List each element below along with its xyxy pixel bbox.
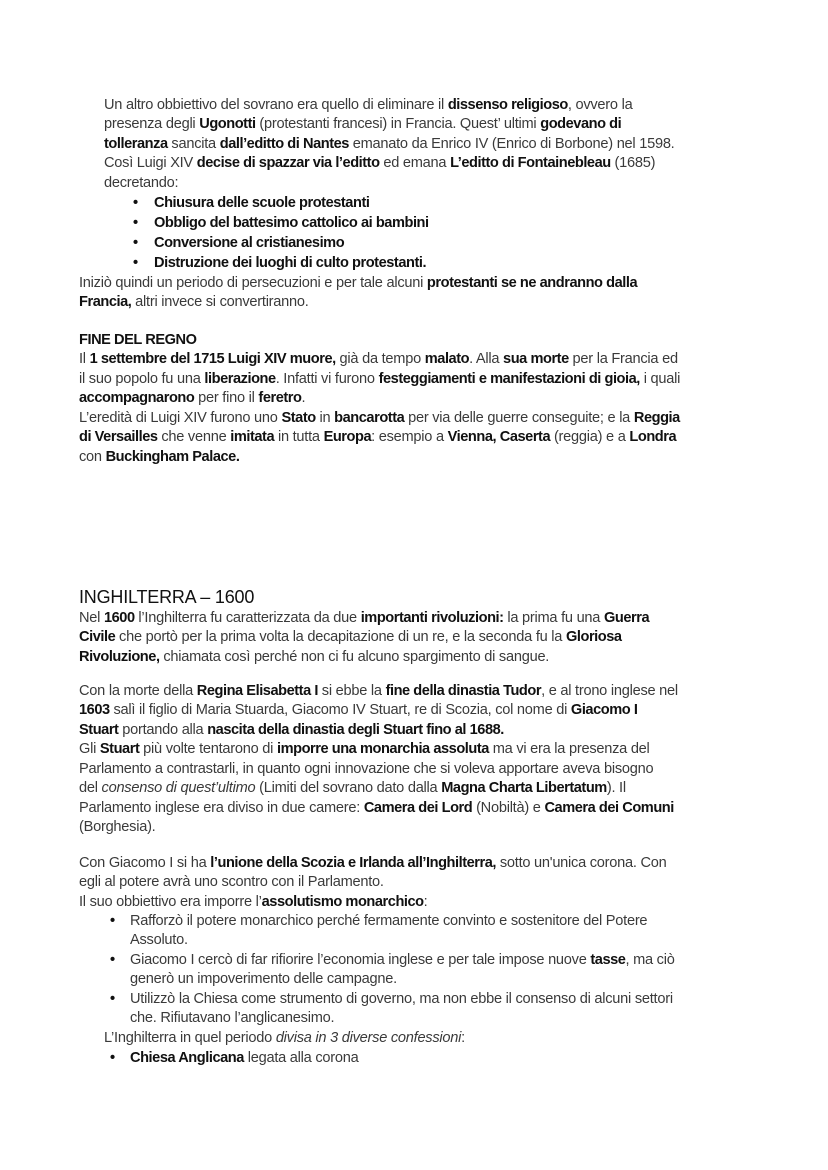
text-run: che venne [157,429,231,446]
text-run: la prima fu una [503,610,604,626]
text-run: generò un impoverimento delle campagne. [130,971,397,988]
bold-text: Francia, [79,294,132,311]
bold-text: tolleranza [104,135,168,152]
text-run: in [315,409,335,426]
bold-text: Rivoluzione, [79,648,160,665]
text-run: che portò per la prima volta la decapitazione di un re, e la seconda fu la [115,629,566,646]
bold-text: liberazione [204,370,276,387]
bold-text: l’unione della Scozia e Irlanda all’Inghilterra, [210,855,497,871]
text-run: per la Francia ed [568,351,678,368]
text-line [79,428,680,447]
text-run: ). Il [606,780,626,797]
text-line [79,701,678,720]
text-run: in tutta [274,429,324,446]
confessions-paragraph [104,1029,465,1048]
text-run: emanato da Enrico IV (Enrico di Borbone) nel 1598. [348,135,675,152]
italic-text: divisa in 3 diverse confessioni [275,1030,462,1046]
text-run: Utilizzò la Chiesa come strumento di governo, ma non ebbe il consenso di alcuni settori [130,990,673,1007]
bullet-item-line [154,194,429,213]
bullet-item-line [130,931,675,950]
text-run: L’eredità di Luigi XIV furono uno [79,409,282,426]
text-run: . Infatti vi furono [275,370,379,387]
text-run: : [423,893,428,910]
text-line [79,274,637,293]
text-run: Con Giacomo I si ha [79,855,211,871]
section-heading-england: INGHILTERRA – 1600 [79,587,255,607]
bold-text: Stuart [79,721,119,738]
text-run: (Nobiltà) e [472,799,545,816]
bold-text: tasse [590,951,626,968]
text-run: per fino il [194,390,259,407]
bold-text: fine della dinastia Tudor [385,683,542,699]
bullet-item-line [154,254,429,273]
text-run: L’Inghilterra in quel periodo [104,1030,276,1046]
text-run: già da tempo [335,351,425,368]
bold-text: protestanti se ne andranno dalla [426,275,638,291]
bold-text: Buckingham Palace. [105,448,240,465]
text-run: (Borghesia). [79,819,156,836]
bold-text: Reggia [633,409,680,426]
text-run: salì il figlio di Maria Stuarda, Giacomo IV Stuart, re di Scozia, col nome di [109,702,571,719]
text-run: Iniziò quindi un periodo di persecuzioni e per tale alcuni [79,275,427,291]
text-run: (reggia) e a [550,429,630,446]
bold-text: di Versailles [79,429,158,446]
text-line [79,609,649,628]
text-run: Con la morte della [79,683,197,699]
text-run: Giacomo I cercò di far rifiorire l’economia inglese e per tale impose nuove [130,951,591,968]
text-line [79,331,680,350]
bold-text: godevano di [540,116,622,133]
bullet-item-line [130,912,675,931]
text-line [79,854,667,873]
bold-text: imporre una monarchia assoluta [276,741,489,758]
text-run: più volte tentarono di [139,741,277,758]
bold-text: Giacomo I [570,702,638,719]
text-run: altri invece si convertiranno. [131,294,309,311]
text-run: (Limiti del sovrano dato dalla [255,780,442,797]
text-line [79,893,667,912]
bold-text: festeggiamenti e manifestazioni di gioia, [378,370,640,387]
text-line [79,448,680,467]
text-run: Così Luigi XIV [104,155,197,172]
bold-text: Magna Charta Libertatum [441,780,607,797]
text-run: presenza degli [104,116,200,133]
text-run: sotto un'unica corona. Con [496,855,667,871]
bullet-item-line [154,214,429,233]
text-run: Nel [79,610,104,626]
text-run: che. Rifiutavano l’anglicanesimo. [130,1010,335,1027]
bullet-item-line [130,970,675,989]
bold-text: dissenso religioso [447,97,568,113]
giacomo-bullet-list [130,912,675,1029]
text-run: decretando: [104,174,179,191]
text-run: Gli [79,741,100,758]
bold-text: dall’editto di Nantes [219,135,349,152]
text-run: ed emana [379,155,451,172]
bullet-item-line [130,990,675,1009]
bullet-item-line [130,951,675,970]
bold-text: Gloriosa [565,629,622,646]
text-line [79,818,678,837]
bold-text: Guerra [603,610,650,626]
text-run: Parlamento a contrastarli, in quanto ogni innovazione che si voleva apportare aveva bisogno [79,760,654,777]
bold-text: 1600 [103,610,135,626]
bold-text: malato [424,351,470,368]
text-run: del [79,780,102,797]
bold-text: L’editto di Fontainebleau [450,155,611,172]
bold-text: FINE DEL REGNO [79,332,197,348]
bold-text: Camera dei Comuni [544,799,674,816]
bold-text: bancarotta [334,409,405,426]
text-line [79,873,667,892]
bold-text: Londra [629,429,677,446]
bold-text: imitata [230,429,275,446]
intro-paragraph [104,96,675,193]
text-run: Assoluto. [130,932,188,949]
text-line [104,174,675,193]
text-run: : [461,1030,465,1046]
text-run: Rafforzò il potere monarchico perché fermamente convinto e sostenitore del Potere [130,913,648,929]
bullet-item-line [130,1009,675,1028]
bold-text: Regina Elisabetta I [196,683,318,699]
giacomo-paragraph [79,854,667,912]
text-run: (1685) [610,155,656,172]
text-line [104,1029,465,1048]
text-run: . [301,390,306,407]
text-run: si ebbe la [317,683,386,699]
text-run: Parlamento inglese era diviso in due camere: [79,799,364,816]
bold-text: Conversione al cristianesimo [154,235,345,252]
stuart-paragraph [79,682,678,838]
text-line [79,682,678,701]
text-run: i quali [639,370,681,387]
text-run: legata alla corona [243,1050,359,1066]
bullet-item-line [130,1049,358,1068]
text-run: l’Inghilterra fu caratterizzata da due [134,610,361,626]
confession-bullet-list [130,1049,358,1068]
text-run: : esempio a [371,429,448,446]
bold-text: Vienna, Caserta [447,429,551,446]
bold-text: accompagnarono [79,390,195,407]
text-run: Il suo obbiettivo era imporre l’ [79,893,262,910]
text-run: Un altro obbiettivo del sovrano era quello di eliminare il [104,97,448,113]
bold-text: sua morte [503,351,569,368]
bold-text: Ugonotti [199,116,256,133]
text-run: per via delle guerre conseguite; e la [404,409,634,426]
text-line [79,799,678,818]
bold-text: decise di spazzar via l’editto [196,155,380,172]
text-line [79,628,649,647]
text-line [79,740,678,759]
bold-text: Europa [323,429,372,446]
text-run: portando alla [118,721,208,738]
edict-bullet-list [154,194,429,274]
text-line [104,115,675,134]
text-run: (protestanti francesi) in Francia. Quest’ ultimi [255,116,541,133]
bullet-item-line [154,234,429,253]
text-line [79,409,680,428]
text-line [104,135,675,154]
bold-text: 1 settembre del 1715 Luigi XIV muore, [89,351,336,368]
bold-text: Stato [281,409,316,426]
text-line [104,154,675,173]
text-line [79,389,680,408]
bold-text: Obbligo del battesimo cattolico ai bambini [154,215,429,232]
text-run: , ovvero la [567,97,633,113]
text-run: . Alla [469,351,504,368]
text-run: ma vi era la presenza del [488,741,650,758]
text-line [79,779,678,798]
bold-text: Camera dei Lord [363,799,473,816]
text-line [79,721,678,740]
england-intro-paragraph [79,609,649,667]
text-line [104,96,675,115]
bold-text: nascita della dinastia degli Stuart fino al 1688. [207,721,504,738]
end-of-reign-section [79,331,680,467]
persecution-paragraph [79,274,637,313]
text-run: egli al potere avrà uno scontro con il Parlamento. [79,874,384,891]
text-line [79,350,680,369]
bold-text: assolutismo monarchico [261,893,424,910]
italic-text: consenso di quest’ultimo [101,780,256,797]
text-run: con [79,448,106,465]
bold-text: Civile [79,629,116,646]
text-run: chiamata così perché non ci fu alcuno spargimento di sangue. [159,648,550,665]
bold-text: Distruzione dei luoghi di culto protestanti. [154,255,427,272]
text-line [79,370,680,389]
text-line [79,293,637,312]
bold-text: Chiesa Anglicana [130,1050,244,1066]
bold-text: feretro [258,390,302,407]
bold-text: 1603 [79,702,110,719]
bold-text: Stuart [99,741,140,758]
text-line [79,760,678,779]
text-run: il suo popolo fu una [79,370,205,387]
bold-text: importanti rivoluzioni: [360,610,504,626]
text-run: , ma ciò [625,951,675,968]
text-line [79,648,649,667]
text-run: , e al trono inglese nel [541,683,678,699]
text-run: Il [79,351,90,368]
text-run: sancita [167,135,220,152]
bold-text: Chiusura delle scuole protestanti [154,195,370,211]
